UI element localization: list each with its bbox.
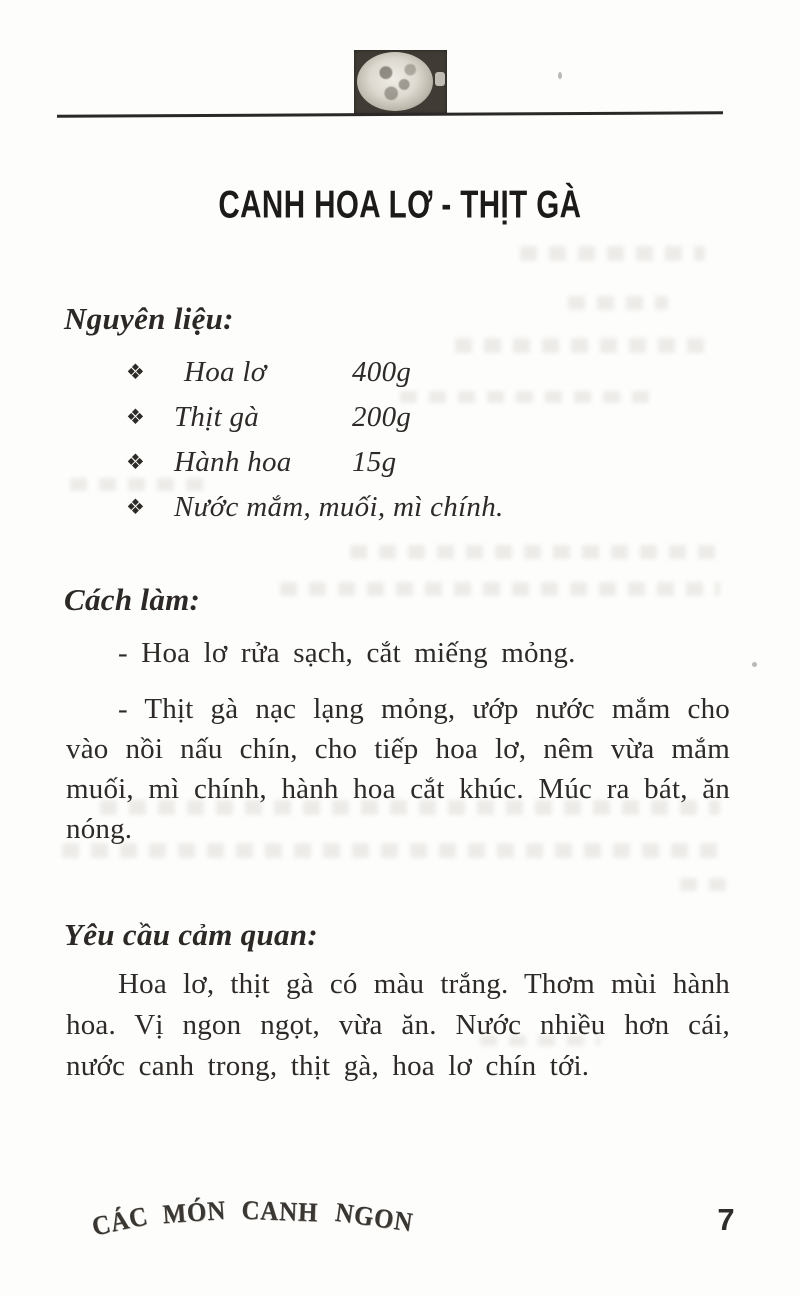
ingredient-amount: 200g	[352, 401, 412, 433]
book-series-word: MÓN	[161, 1194, 227, 1230]
ingredient-amount: 15g	[352, 446, 397, 478]
ingredient-row	[112, 440, 732, 485]
ingredient-row	[112, 395, 732, 440]
sensory-text: Hoa lơ, thịt gà có màu trắng. Thơm mùi hành hoa. Vị ngon ngọt, vừa ăn. Nước nhiều hơn cái, nước canh trong, thịt gà, hoa lơ chín tới.	[66, 968, 730, 1082]
diamond-bullet-icon: ❖	[126, 405, 145, 429]
ingredient-amount: 400g	[352, 356, 412, 388]
diamond-bullet-icon: ❖	[126, 450, 145, 474]
bleed-through-ghost	[350, 545, 720, 559]
bleed-through-ghost	[280, 582, 720, 596]
ingredient-name: Hoa lơ	[184, 356, 267, 388]
diamond-bullet-icon: ❖	[126, 360, 145, 384]
scan-speck	[752, 662, 757, 667]
book-series-word: CANH	[241, 1194, 320, 1228]
method-heading: Cách làm:	[64, 582, 201, 617]
dish-photo-thumbnail	[354, 50, 447, 114]
ingredients-list	[112, 350, 732, 530]
soup-bowl-icon	[357, 52, 433, 111]
bleed-through-ghost	[520, 246, 705, 261]
ingredient-name: Hành hoa	[174, 446, 292, 478]
ingredient-row	[112, 350, 732, 395]
ingredients-heading: Nguyên liệu:	[64, 301, 234, 336]
diamond-bullet-icon: ❖	[126, 495, 145, 519]
book-series-word: NGON	[333, 1196, 416, 1238]
ingredient-row	[112, 485, 732, 530]
photo-highlight	[435, 72, 445, 86]
ingredient-name: Thịt gà	[174, 401, 260, 433]
scan-speck	[558, 72, 562, 79]
recipe-title-text: CANH HOA LƠ - THỊT GÀ	[218, 182, 582, 226]
method-step: - Thịt gà nạc lạng mỏng, ướp nước mắm cho vào nồi nấu chín, cho tiếp hoa lơ, nêm vừa mắm muối, mì chính, hành hoa cắt khúc. Múc ra bát, ăn nóng.	[66, 693, 730, 845]
ingredient-name: Nước mắm, muối, mì chính.	[174, 491, 504, 523]
recipe-title	[0, 182, 800, 226]
book-series-title	[88, 1194, 423, 1242]
bleed-through-ghost	[680, 878, 735, 891]
header-divider	[57, 111, 723, 117]
book-series-word: CÁC	[89, 1200, 151, 1242]
method-step: - Hoa lơ rửa sạch, cắt miếng mỏng.	[118, 637, 576, 669]
bleed-through-ghost	[568, 296, 668, 310]
sensory-heading: Yêu cầu cảm quan:	[64, 917, 318, 952]
page-number: 7	[717, 1202, 735, 1237]
